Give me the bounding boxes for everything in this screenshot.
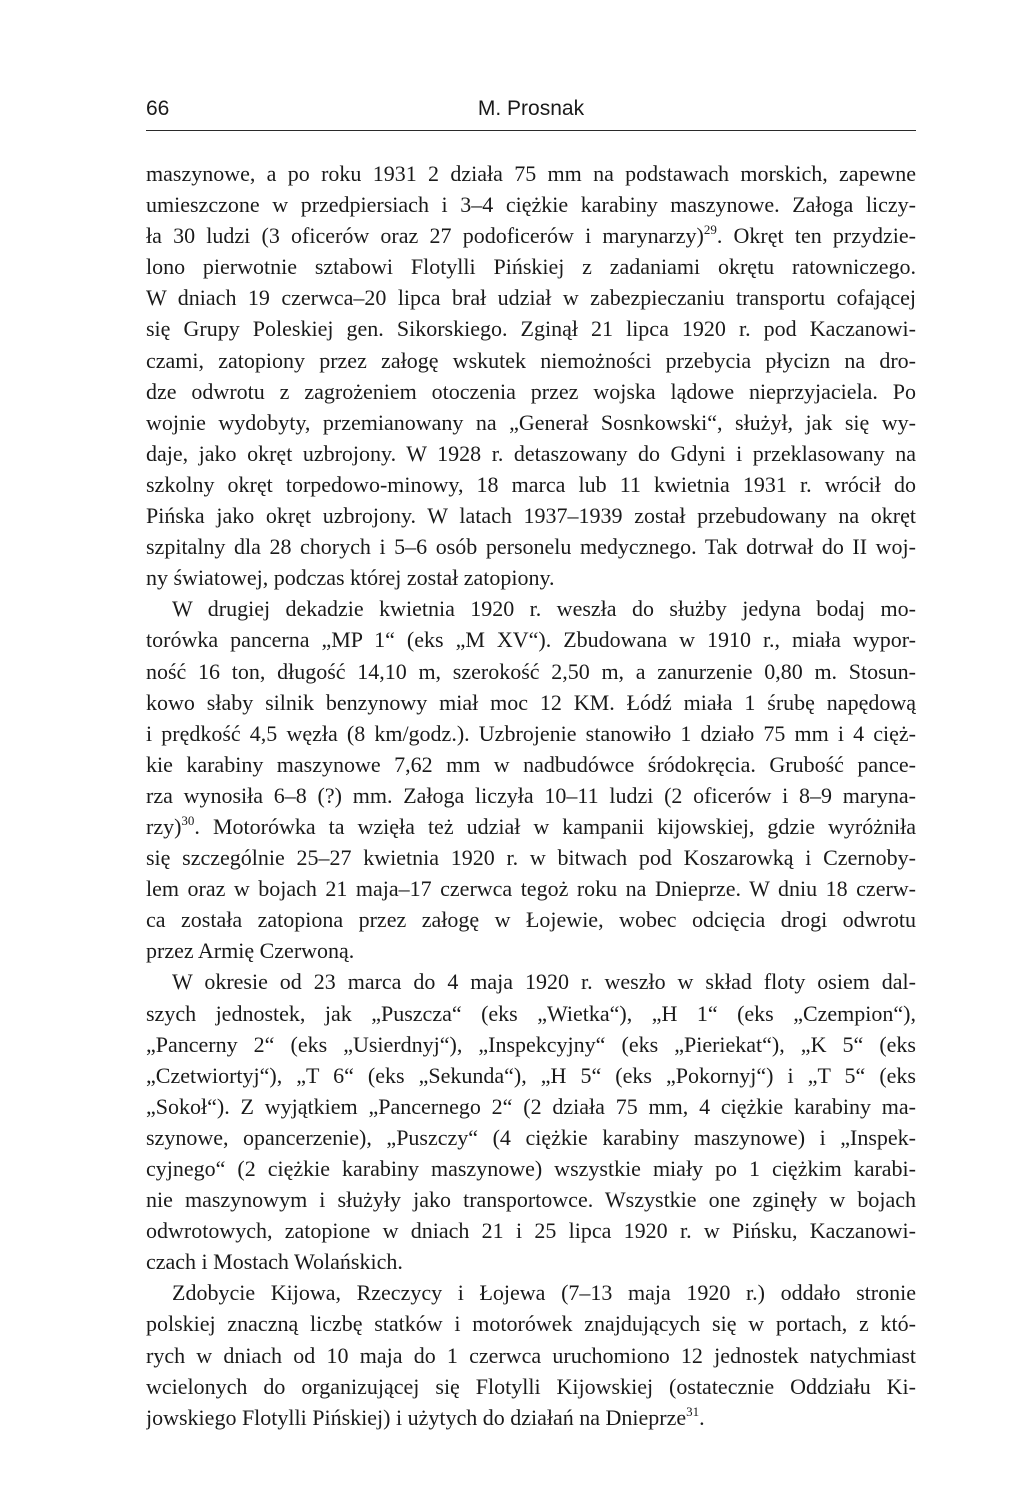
paragraph bbox=[146, 1277, 916, 1432]
text-run: szynowe, opancerzenie), „Puszczy“ (4 ciężkie karabiny maszynowe) i „Inspek- bbox=[146, 1124, 916, 1150]
text-line bbox=[146, 158, 916, 189]
text-run: nie maszynowym i służyły jako transportowce. Wszystkie one zginęły w bojach bbox=[146, 1187, 916, 1213]
text-run: odwrotowych, zatopione w dniach 21 i 25 lipca 1920 r. w Pińsku, Kaczanowi- bbox=[146, 1218, 916, 1244]
running-header bbox=[146, 96, 916, 131]
text-line bbox=[146, 313, 916, 344]
text-run: czach i Mostach Wolańskich. bbox=[146, 1249, 403, 1275]
text-line bbox=[146, 1184, 916, 1215]
text-run: kowo słaby silnik benzynowy miał moc 12 KM. Łódź miała 1 śrubę napędową bbox=[146, 689, 916, 715]
text-run: „Pancerny 2“ (eks „Usierdnyj“), „Inspekcyjny“ (eks „Pieriekat“), „K 5“ (eks bbox=[146, 1031, 916, 1057]
text-run: W dniach 19 czerwca–20 lipca brał udział w zabezpieczaniu transportu cofającej bbox=[146, 285, 916, 311]
text-run: . Okręt ten przydzie- bbox=[716, 223, 916, 249]
text-line bbox=[146, 873, 916, 904]
text-run: wcielonych do organizującej się Flotylli Kijowskiej (ostatecznie Oddziału Ki- bbox=[146, 1373, 916, 1399]
text-run: „Sokoł“). Z wyjątkiem „Pancernego 2“ (2 działa 75 mm, 4 ciężkie karabiny ma- bbox=[146, 1093, 916, 1119]
text-line bbox=[146, 1371, 916, 1402]
text-line bbox=[146, 966, 916, 997]
text-line bbox=[146, 220, 916, 251]
text-run: rych w dniach od 10 maja do 1 czerwca uruchomiono 12 jednostek natychmiast bbox=[146, 1342, 916, 1368]
text-run: daje, jako okręt uzbrojony. W 1928 r. detaszowany do Gdyni i przeklasowany na bbox=[146, 440, 916, 466]
text-line bbox=[146, 531, 916, 562]
text-line bbox=[146, 562, 916, 593]
text-line bbox=[146, 345, 916, 376]
text-run: Pińska jako okręt uzbrojony. W latach 1937–1939 został przebudowany na okręt bbox=[146, 503, 916, 529]
text-run: i prędkość 4,5 węzła (8 km/godz.). Uzbrojenie stanowiło 1 działo 75 mm i 4 cięż- bbox=[146, 720, 916, 746]
text-run: lono pierwotnie sztabowi Flotylli Pińskiej z zadaniami okrętu ratowniczego. bbox=[146, 254, 916, 280]
text-line bbox=[146, 282, 916, 313]
text-line bbox=[146, 1029, 916, 1060]
running-title: M. Prosnak bbox=[477, 97, 585, 120]
text-line bbox=[146, 1060, 916, 1091]
text-line bbox=[146, 1246, 916, 1277]
text-run: W drugiej dekadzie kwietnia 1920 r. weszła do służby jedyna bodaj mo- bbox=[172, 596, 916, 622]
text-run: ność 16 ton, długość 14,10 m, szerokość 2,50 m, a zanurzenie 0,80 m. Stosun- bbox=[146, 658, 916, 684]
body-text bbox=[146, 158, 916, 1433]
text-line bbox=[146, 718, 916, 749]
text-line bbox=[146, 1122, 916, 1153]
text-line bbox=[146, 1402, 916, 1433]
text-run: szkolny okręt torpedowo-minowy, 18 marca lub 11 kwietnia 1931 r. wrócił do bbox=[146, 471, 916, 497]
text-run: wojnie wydobyty, przemianowany na „Generał Sosnkowski“, służył, jak się wy- bbox=[146, 409, 916, 435]
text-line bbox=[146, 1277, 916, 1308]
text-line bbox=[146, 904, 916, 935]
text-line bbox=[146, 1308, 916, 1339]
paragraph bbox=[146, 593, 916, 966]
text-run: cyjnego“ (2 ciężkie karabiny maszynowe) wszystkie miały po 1 ciężkim karabi- bbox=[146, 1156, 916, 1181]
text-run: umieszczone w przedpiersiach i 3–4 ciężkie karabiny maszynowe. Załoga liczy- bbox=[146, 192, 916, 218]
text-line bbox=[146, 842, 916, 873]
text-line bbox=[146, 687, 916, 718]
text-line bbox=[146, 251, 916, 282]
text-run: polskiej znaczną liczbę statków i motorówek znajdujących się w portach, z któ- bbox=[146, 1311, 916, 1337]
text-line bbox=[146, 1091, 916, 1122]
text-run: jowskiego Flotylli Pińskiej) i użytych do działań na Dnieprze bbox=[146, 1404, 687, 1430]
text-line bbox=[146, 998, 916, 1029]
text-run: się Grupy Poleskiej gen. Sikorskiego. Zginął 21 lipca 1920 r. pod Kaczanowi- bbox=[146, 316, 916, 342]
text-run: rzy) bbox=[146, 813, 182, 839]
footnote-marker: 31 bbox=[686, 1403, 700, 1419]
text-line bbox=[146, 407, 916, 438]
text-line bbox=[146, 469, 916, 500]
text-run: W okresie od 23 marca do 4 maja 1920 r. weszło w skład floty osiem dal- bbox=[172, 969, 916, 995]
text-line bbox=[146, 780, 916, 811]
text-line bbox=[146, 1340, 916, 1371]
text-run: szych jednostek, jak „Puszcza“ (eks „Wietka“), „H 1“ (eks „Czempion“), bbox=[146, 1000, 916, 1026]
text-run: rza wynosiła 6–8 (?) mm. Załoga liczyła 10–11 ludzi (2 oficerów i 8–9 maryna- bbox=[146, 782, 916, 808]
text-run: się szczególnie 25–27 kwietnia 1920 r. w bitwach pod Koszarowką i Czernoby- bbox=[146, 845, 916, 871]
text-line bbox=[146, 811, 916, 842]
text-run: . Motorówka ta wzięła też udział w kampanii kijowskiej, gdzie wyróżniła bbox=[194, 813, 916, 839]
text-run: ła 30 ludzi (3 oficerów oraz 27 podoficerów i marynarzy) bbox=[146, 223, 704, 249]
paragraph bbox=[146, 158, 916, 593]
footnote-marker: 29 bbox=[703, 222, 717, 238]
text-line bbox=[146, 935, 916, 966]
text-line bbox=[146, 1153, 916, 1184]
text-line bbox=[146, 376, 916, 407]
text-run: maszynowe, a po roku 1931 2 działa 75 mm na podstawach morskich, zapewne bbox=[146, 161, 916, 186]
text-run: . bbox=[699, 1404, 705, 1430]
text-run: przez Armię Czerwoną. bbox=[146, 938, 355, 964]
text-run: torówka pancerna „MP 1“ (eks „M XV“). Zbudowana w 1910 r., miała wypor- bbox=[146, 627, 916, 653]
text-run: „Czetwiortyj“), „T 6“ (eks „Sekunda“), „H 5“ (eks „Pokornyj“) i „T 5“ (eks bbox=[146, 1062, 916, 1088]
text-run: kie karabiny maszynowe 7,62 mm w nadbudówce śródokręcia. Grubość pance- bbox=[146, 751, 916, 777]
text-line bbox=[146, 656, 916, 687]
text-line bbox=[146, 1215, 916, 1246]
text-run: ca została zatopiona przez załogę w Łojewie, wobec odcięcia drogi odwrotu bbox=[146, 907, 916, 933]
text-run: Zdobycie Kijowa, Rzeczycy i Łojewa (7–13 maja 1920 r.) oddało stronie bbox=[172, 1280, 916, 1306]
text-line bbox=[146, 500, 916, 531]
footnote-marker: 30 bbox=[181, 812, 195, 828]
text-line bbox=[146, 749, 916, 780]
page-number: 66 bbox=[146, 97, 170, 120]
text-run: lem oraz w bojach 21 maja–17 czerwca tegoż roku na Dnieprze. W dniu 18 czerw- bbox=[146, 876, 916, 902]
text-line bbox=[146, 189, 916, 220]
text-run: dze odwrotu z zagrożeniem otoczenia przez wojska lądowe nieprzyjaciela. Po bbox=[146, 378, 916, 404]
text-run: szpitalny dla 28 chorych i 5–6 osób personelu medycznego. Tak dotrwał do II woj- bbox=[146, 534, 916, 560]
text-run: ny światowej, podczas której został zatopiony. bbox=[146, 565, 555, 591]
text-run: czami, zatopiony przez załogę wskutek niemożności przebycia płycizn na dro- bbox=[146, 347, 916, 373]
paragraph bbox=[146, 966, 916, 1277]
text-line bbox=[146, 438, 916, 469]
text-line bbox=[146, 624, 916, 655]
text-line bbox=[146, 593, 916, 624]
